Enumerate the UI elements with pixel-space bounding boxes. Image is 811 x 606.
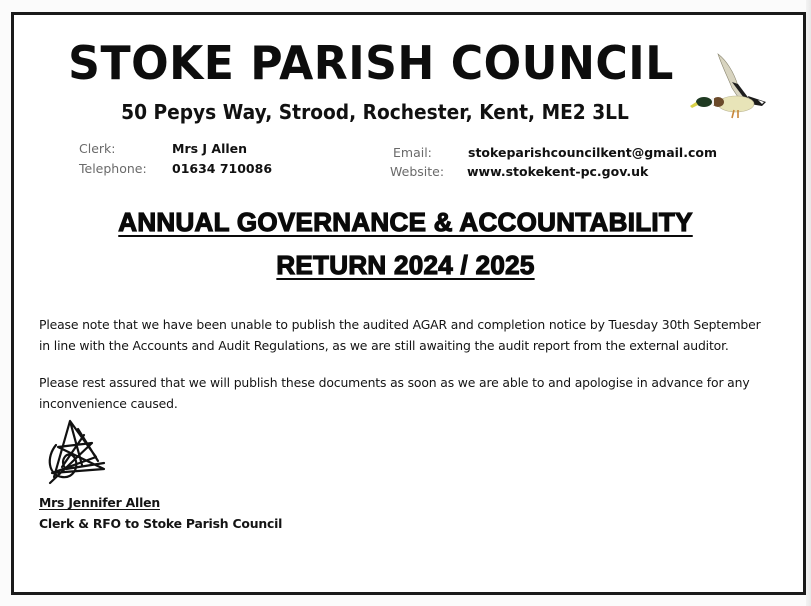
signatory-name: Mrs Jennifer Allen — [39, 495, 160, 510]
agar-heading-text-2: RETURN 2024 / 2025 — [276, 250, 535, 280]
mallard-duck-icon — [688, 52, 772, 124]
email-label: Email: — [393, 145, 432, 160]
council-address: 50 Pepys Way, Strood, Rochester, Kent, ME2 3LL — [121, 100, 629, 124]
paragraph-2-line-2: inconvenience caused. — [39, 396, 178, 411]
agar-heading-line-2 — [0, 250, 811, 281]
agar-heading-text-1: ANNUAL GOVERNANCE & ACCOUNTABILITY — [118, 207, 693, 237]
clerk-label: Clerk: — [79, 141, 116, 156]
telephone-label: Telephone: — [79, 161, 147, 176]
paragraph-1-line-2: in line with the Accounts and Audit Regulations, as we are still awaiting the audit report from the external auditor. — [39, 338, 729, 353]
website-label: Website: — [390, 164, 445, 179]
agar-heading-line-1 — [0, 207, 811, 238]
paragraph-1-line-1: Please note that we have been unable to publish the audited AGAR and completion notice by Tuesday 30th September — [39, 317, 761, 332]
clerk-value: Mrs J Allen — [172, 141, 248, 156]
website-value[interactable]: www.stokekent-pc.gov.uk — [467, 164, 649, 179]
handwritten-signature-icon — [44, 417, 112, 489]
council-title: STOKE PARISH COUNCIL — [68, 36, 674, 90]
notice-paragraph-1 — [39, 314, 779, 356]
telephone-value: 01634 710086 — [172, 161, 273, 176]
email-value[interactable]: stokeparishcouncilkent@gmail.com — [468, 145, 717, 160]
notice-paragraph-2 — [39, 372, 779, 414]
scan-edge — [806, 0, 811, 606]
signatory-role: Clerk & RFO to Stoke Parish Council — [39, 516, 283, 531]
paragraph-2-line-1: Please rest assured that we will publish these documents as soon as we are able to and apologise in advance for any — [39, 375, 750, 390]
